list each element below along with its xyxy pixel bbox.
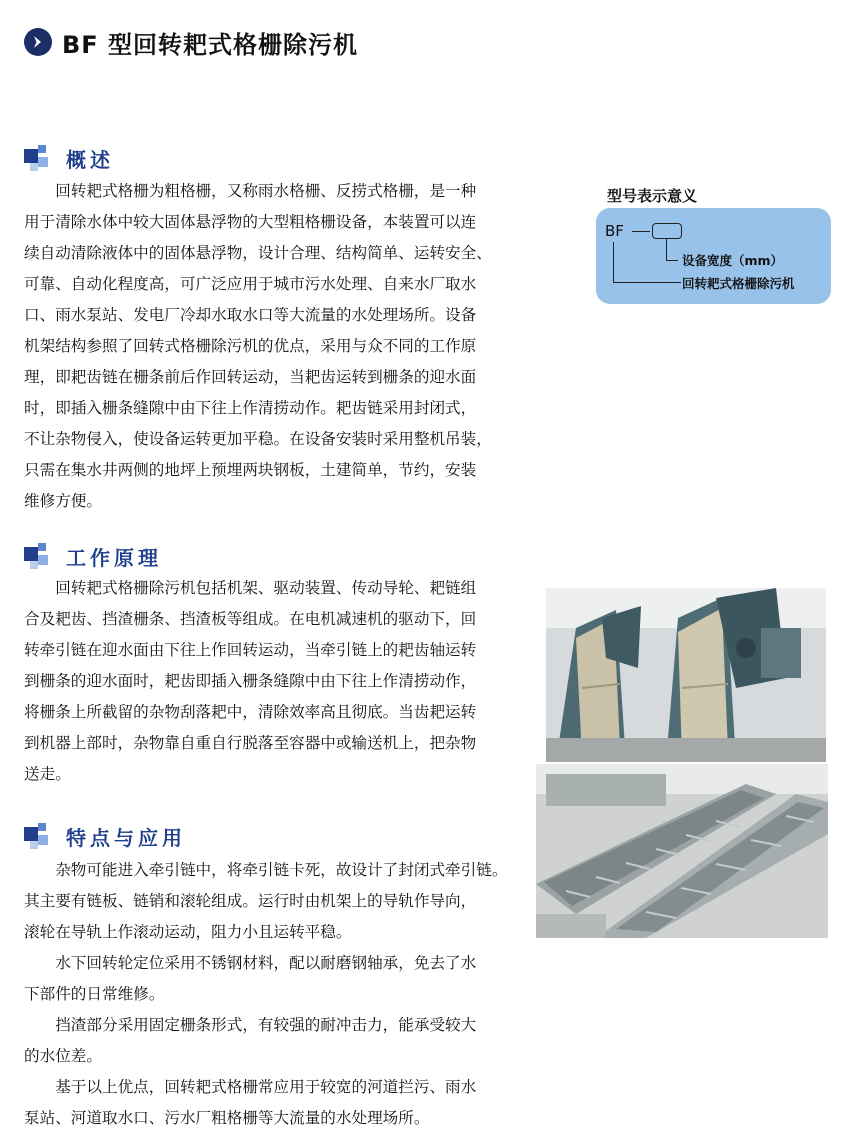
connector-line xyxy=(632,231,650,232)
text-line: 维修方便。 xyxy=(24,492,102,510)
grid-screen-photo-bottom xyxy=(536,764,828,938)
section-header-features xyxy=(24,821,186,851)
section-header-principle xyxy=(24,541,162,571)
text-line: 下部件的日常维修。 xyxy=(24,985,165,1003)
section-title-overview: 概述 xyxy=(66,147,114,172)
page-title: BF 型回转耙式格栅除污机 xyxy=(62,30,359,59)
text-line: 只需在集水井两侧的地坪上预埋两块钢板，土建简单，节约，安装 xyxy=(24,461,477,479)
section-header-overview xyxy=(24,143,114,173)
model-designation-box xyxy=(596,208,831,304)
model-prefix: BF xyxy=(605,222,624,240)
text-line: 理，即耙齿链在栅条前后作回转运动，当耙齿运转到栅条的迎水面 xyxy=(24,368,477,386)
text-line: 泵站、河道取水口、污水厂粗格栅等大流量的水处理场所。 xyxy=(24,1109,430,1127)
connector-line xyxy=(613,242,614,282)
text-line: 其主要有链板、链销和滚轮组成。运行时由机架上的导轨作导向， xyxy=(24,892,477,910)
width-placeholder-box xyxy=(652,223,682,239)
section-title-principle: 工作原理 xyxy=(66,545,162,570)
text-line: 将栅条上所截留的杂物刮落耙中，清除效率高且彻底。当齿耙运转 xyxy=(24,703,477,721)
text-line: 挡渣部分采用固定栅条形式，有较强的耐冲击力，能承受较大 xyxy=(55,1016,477,1034)
text-line: 不让杂物侵入，使设备运转更加平稳。在设备安装时采用整机吊装， xyxy=(24,430,492,448)
principle-paragraph xyxy=(24,573,520,790)
text-line: 回转耙式格栅为粗格栅，又称雨水格栅、反捞式格栅，是一种 xyxy=(55,182,477,200)
text-line: 水下回转轮定位采用不锈钢材料，配以耐磨钢轴承，免去了水 xyxy=(55,954,477,972)
text-line: 时，即插入栅条缝隙中由下往上作清捞动作。耙齿链采用封闭式， xyxy=(24,399,477,417)
text-line: 合及耙齿、挡渣栅条、挡渣板等组成。在电机减速机的驱动下，回 xyxy=(24,610,477,628)
text-line: 机架结构参照了回转式格栅除污机的优点，采用与众不同的工作原 xyxy=(24,337,477,355)
text-line: 送走。 xyxy=(24,765,71,783)
text-line: 滚轮在导轨上作滚动运动，阻力小且运转平稳。 xyxy=(24,923,352,941)
text-line: 回转耙式格栅除污机包括机架、驱动装置、传动导轮、耙链组 xyxy=(55,579,477,597)
section-title-features: 特点与应用 xyxy=(66,825,186,850)
page-title-bar xyxy=(24,22,358,62)
text-line: 到栅条的迎水面时，耙齿即插入栅条缝隙中由下往上作清捞动作， xyxy=(24,672,477,690)
chevron-right-circle-icon xyxy=(24,28,52,56)
connector-line xyxy=(666,260,678,261)
blue-squares-icon xyxy=(24,823,52,849)
text-line: 续自动清除液体中的固体悬浮物，设计合理、结构简单、运转安全、 xyxy=(24,244,492,262)
model-width-label: 设备宽度（mm） xyxy=(682,253,784,268)
blue-squares-icon xyxy=(24,543,52,569)
connector-line xyxy=(613,282,681,283)
model-meaning-label: 型号表示意义 xyxy=(607,187,698,205)
text-line: 基于以上优点，回转耙式格栅常应用于较宽的河道拦污、雨水 xyxy=(55,1078,477,1096)
text-line: 到机器上部时，杂物靠自重自行脱落至容器中或输送机上，把杂物 xyxy=(24,734,477,752)
text-line: 的水位差。 xyxy=(24,1047,102,1065)
text-line: 可靠、自动化程度高，可广泛应用于城市污水处理、自来水厂取水 xyxy=(24,275,477,293)
features-paragraph xyxy=(24,855,524,1133)
overview-paragraph xyxy=(24,176,524,517)
text-line: 杂物可能进入牵引链中，将牵引链卡死，故设计了封闭式牵引链。 xyxy=(55,861,508,879)
connector-line xyxy=(666,239,667,260)
model-name-label: 回转耙式格栅除污机 xyxy=(682,276,795,291)
machine-photo-top xyxy=(546,588,826,762)
text-line: 口、雨水泵站、发电厂冷却水取水口等大流量的水处理场所。设备 xyxy=(24,306,477,324)
blue-squares-icon xyxy=(24,145,52,171)
text-line: 用于清除水体中较大固体悬浮物的大型粗格栅设备，本装置可以连 xyxy=(24,213,477,231)
text-line: 转牵引链在迎水面由下往上作回转运动，当牵引链上的耙齿轴运转 xyxy=(24,641,477,659)
